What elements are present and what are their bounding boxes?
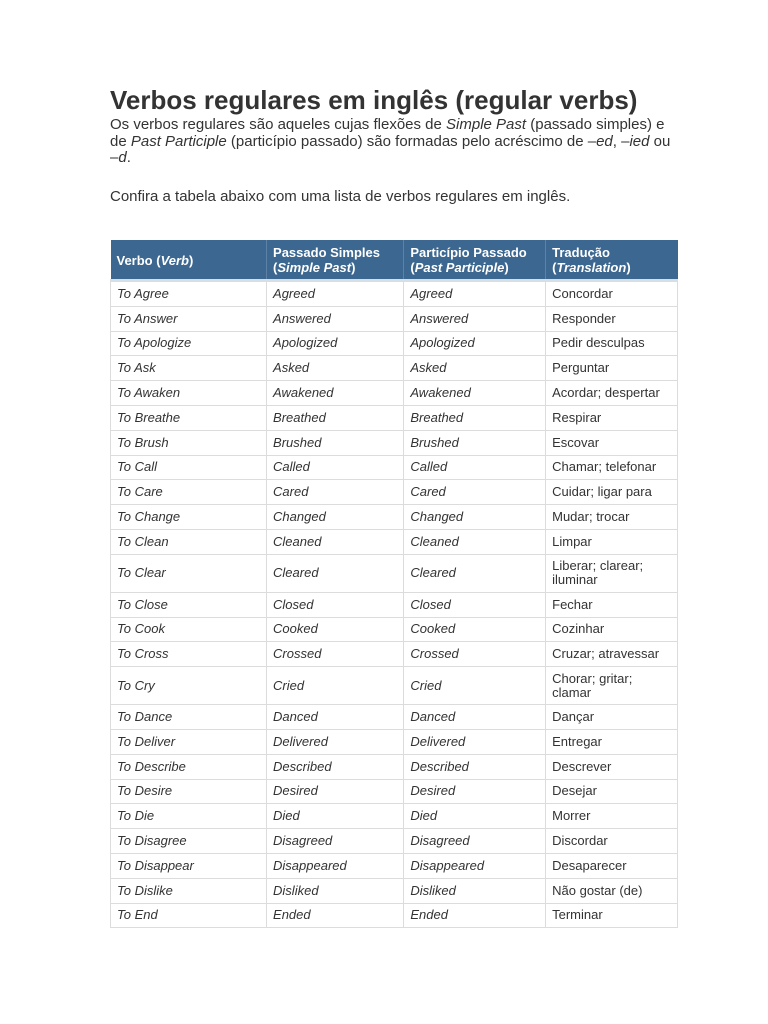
past-participle-cell: Called (404, 455, 546, 480)
translation-cell: Cruzar; atravessar (546, 642, 678, 667)
table-row (111, 878, 678, 903)
past-participle-cell: Died (404, 804, 546, 829)
past-participle-cell: Danced (404, 705, 546, 730)
verb-cell: To Change (111, 505, 267, 530)
translation-cell: Desejar (546, 779, 678, 804)
past-participle-cell: Breathed (404, 405, 546, 430)
table-row (111, 529, 678, 554)
intro-text: ou – (110, 132, 671, 166)
simple-past-cell: Cleaned (267, 529, 404, 554)
intro-text: (passado simples) e de (110, 116, 665, 150)
translation-cell: Entregar (546, 729, 678, 754)
simple-past-cell: Died (267, 804, 404, 829)
header-simple-past: Passado Simples (Simple Past) (267, 240, 404, 281)
translation-cell: Concordar (546, 281, 678, 307)
intro-term: Past Participle (130, 132, 227, 150)
translation-cell: Perguntar (546, 356, 678, 381)
simple-past-cell: Agreed (267, 281, 404, 307)
past-participle-cell: Disliked (404, 878, 546, 903)
verb-cell: To Breathe (111, 405, 267, 430)
table-row (111, 455, 678, 480)
translation-cell: Morrer (546, 804, 678, 829)
past-participle-cell: Ended (404, 903, 546, 928)
simple-past-cell: Cried (267, 667, 404, 705)
article (110, 86, 680, 205)
simple-past-cell: Disappeared (267, 853, 404, 878)
verb-cell: To Cry (111, 667, 267, 705)
translation-cell: Terminar (546, 903, 678, 928)
intro-suffix: d (118, 149, 127, 166)
past-participle-cell: Closed (404, 592, 546, 617)
table-row (111, 804, 678, 829)
verb-cell: To Dance (111, 705, 267, 730)
simple-past-cell: Desired (267, 779, 404, 804)
past-participle-cell: Crossed (404, 642, 546, 667)
past-participle-cell: Agreed (404, 281, 546, 307)
translation-cell: Discordar (546, 829, 678, 854)
verb-cell: To Brush (111, 430, 267, 455)
simple-past-cell: Disagreed (267, 829, 404, 854)
verb-cell: To Dislike (111, 878, 267, 903)
table-body (111, 281, 678, 928)
intro-text: Os verbos regulares são aqueles cujas flexões de (110, 116, 447, 133)
translation-cell: Dançar (546, 705, 678, 730)
verb-cell: To Cook (111, 617, 267, 642)
header-past-participle: Particípio Passado (Past Participle) (404, 240, 546, 281)
verb-cell: To Cross (111, 642, 267, 667)
simple-past-cell: Apologized (267, 331, 404, 356)
verb-cell: To Clean (111, 529, 267, 554)
verb-cell: To Desire (111, 779, 267, 804)
simple-past-cell: Cooked (267, 617, 404, 642)
translation-cell: Cuidar; ligar para (546, 480, 678, 505)
verb-cell: To Describe (111, 754, 267, 779)
table-row (111, 480, 678, 505)
table-row (111, 754, 678, 779)
verb-cell: To End (111, 903, 267, 928)
simple-past-cell: Described (267, 754, 404, 779)
translation-cell: Respirar (546, 405, 678, 430)
translation-cell: Responder (546, 306, 678, 331)
header-translation: Tradução (Translation) (546, 240, 678, 281)
verb-cell: To Care (111, 480, 267, 505)
table-row (111, 430, 678, 455)
translation-cell: Não gostar (de) (546, 878, 678, 903)
header-verb: Verbo (Verb) (111, 240, 267, 281)
intro-text: , – (612, 132, 630, 150)
translation-cell: Chamar; telefonar (546, 455, 678, 480)
table-row (111, 505, 678, 530)
table-row (111, 356, 678, 381)
translation-cell: Mudar; trocar (546, 505, 678, 530)
past-participle-cell: Desired (404, 779, 546, 804)
table-row (111, 903, 678, 928)
verb-cell: To Awaken (111, 381, 267, 406)
past-participle-cell: Awakened (404, 381, 546, 406)
table-row (111, 667, 678, 705)
intro-term: Simple Past (446, 116, 527, 133)
past-participle-cell: Disappeared (404, 853, 546, 878)
intro-table-note: Confira a tabela abaixo com uma lista de verbos regulares em inglês. (110, 187, 571, 205)
translation-cell: Limpar (546, 529, 678, 554)
translation-cell: Escovar (546, 430, 678, 455)
translation-cell: Desaparecer (546, 853, 678, 878)
past-participle-cell: Cooked (404, 617, 546, 642)
simple-past-cell: Crossed (267, 642, 404, 667)
past-participle-cell: Changed (404, 505, 546, 530)
simple-past-cell: Cared (267, 480, 404, 505)
intro-suffix: ied (629, 132, 650, 150)
simple-past-cell: Ended (267, 903, 404, 928)
verb-cell: To Disagree (111, 829, 267, 854)
past-participle-cell: Delivered (404, 729, 546, 754)
table-row (111, 779, 678, 804)
verb-cell: To Call (111, 455, 267, 480)
table-row (111, 642, 678, 667)
table-row (111, 592, 678, 617)
simple-past-cell: Closed (267, 592, 404, 617)
table-header (111, 240, 678, 281)
simple-past-cell: Called (267, 455, 404, 480)
table-row (111, 554, 678, 592)
past-participle-cell: Cared (404, 480, 546, 505)
intro-text: . (126, 149, 131, 166)
translation-cell: Pedir desculpas (546, 331, 678, 356)
past-participle-cell: Cleared (404, 554, 546, 592)
past-participle-cell: Apologized (404, 331, 546, 356)
translation-cell: Liberar; clarear; iluminar (546, 554, 678, 592)
past-participle-cell: Described (404, 754, 546, 779)
table-row (111, 331, 678, 356)
table-row (111, 306, 678, 331)
past-participle-cell: Brushed (404, 430, 546, 455)
translation-cell: Descrever (546, 754, 678, 779)
verbs-table (110, 240, 678, 928)
verb-cell: To Agree (111, 281, 267, 307)
simple-past-cell: Breathed (267, 405, 404, 430)
simple-past-cell: Brushed (267, 430, 404, 455)
translation-cell: Fechar (546, 592, 678, 617)
table-row (111, 729, 678, 754)
table-row (111, 853, 678, 878)
table-row (111, 705, 678, 730)
intro-text: (particípio passado) são formadas pelo acréscimo de – (226, 132, 597, 150)
verb-cell: To Ask (111, 356, 267, 381)
intro-paragraph (110, 117, 680, 167)
verb-cell: To Deliver (111, 729, 267, 754)
translation-cell: Cozinhar (546, 617, 678, 642)
translation-cell: Acordar; despertar (546, 381, 678, 406)
table-row (111, 281, 678, 307)
past-participle-cell: Asked (404, 356, 546, 381)
simple-past-cell: Delivered (267, 729, 404, 754)
table-row (111, 405, 678, 430)
simple-past-cell: Answered (267, 306, 404, 331)
past-participle-cell: Answered (404, 306, 546, 331)
simple-past-cell: Cleared (267, 554, 404, 592)
table-row (111, 381, 678, 406)
verb-cell: To Clear (111, 554, 267, 592)
verb-cell: To Answer (111, 306, 267, 331)
verb-cell: To Apologize (111, 331, 267, 356)
translation-cell: Chorar; gritar; clamar (546, 667, 678, 705)
page-title: Verbos regulares em inglês (regular verbs) (110, 85, 638, 115)
simple-past-cell: Changed (267, 505, 404, 530)
table-header-row (111, 240, 678, 281)
table-row (111, 617, 678, 642)
simple-past-cell: Disliked (267, 878, 404, 903)
past-participle-cell: Cleaned (404, 529, 546, 554)
past-participle-cell: Disagreed (404, 829, 546, 854)
verb-cell: To Close (111, 592, 267, 617)
verb-cell: To Disappear (111, 853, 267, 878)
verb-cell: To Die (111, 804, 267, 829)
simple-past-cell: Asked (267, 356, 404, 381)
simple-past-cell: Danced (267, 705, 404, 730)
simple-past-cell: Awakened (267, 381, 404, 406)
intro-suffix: ed (596, 132, 613, 150)
table-row (111, 829, 678, 854)
past-participle-cell: Cried (404, 667, 546, 705)
